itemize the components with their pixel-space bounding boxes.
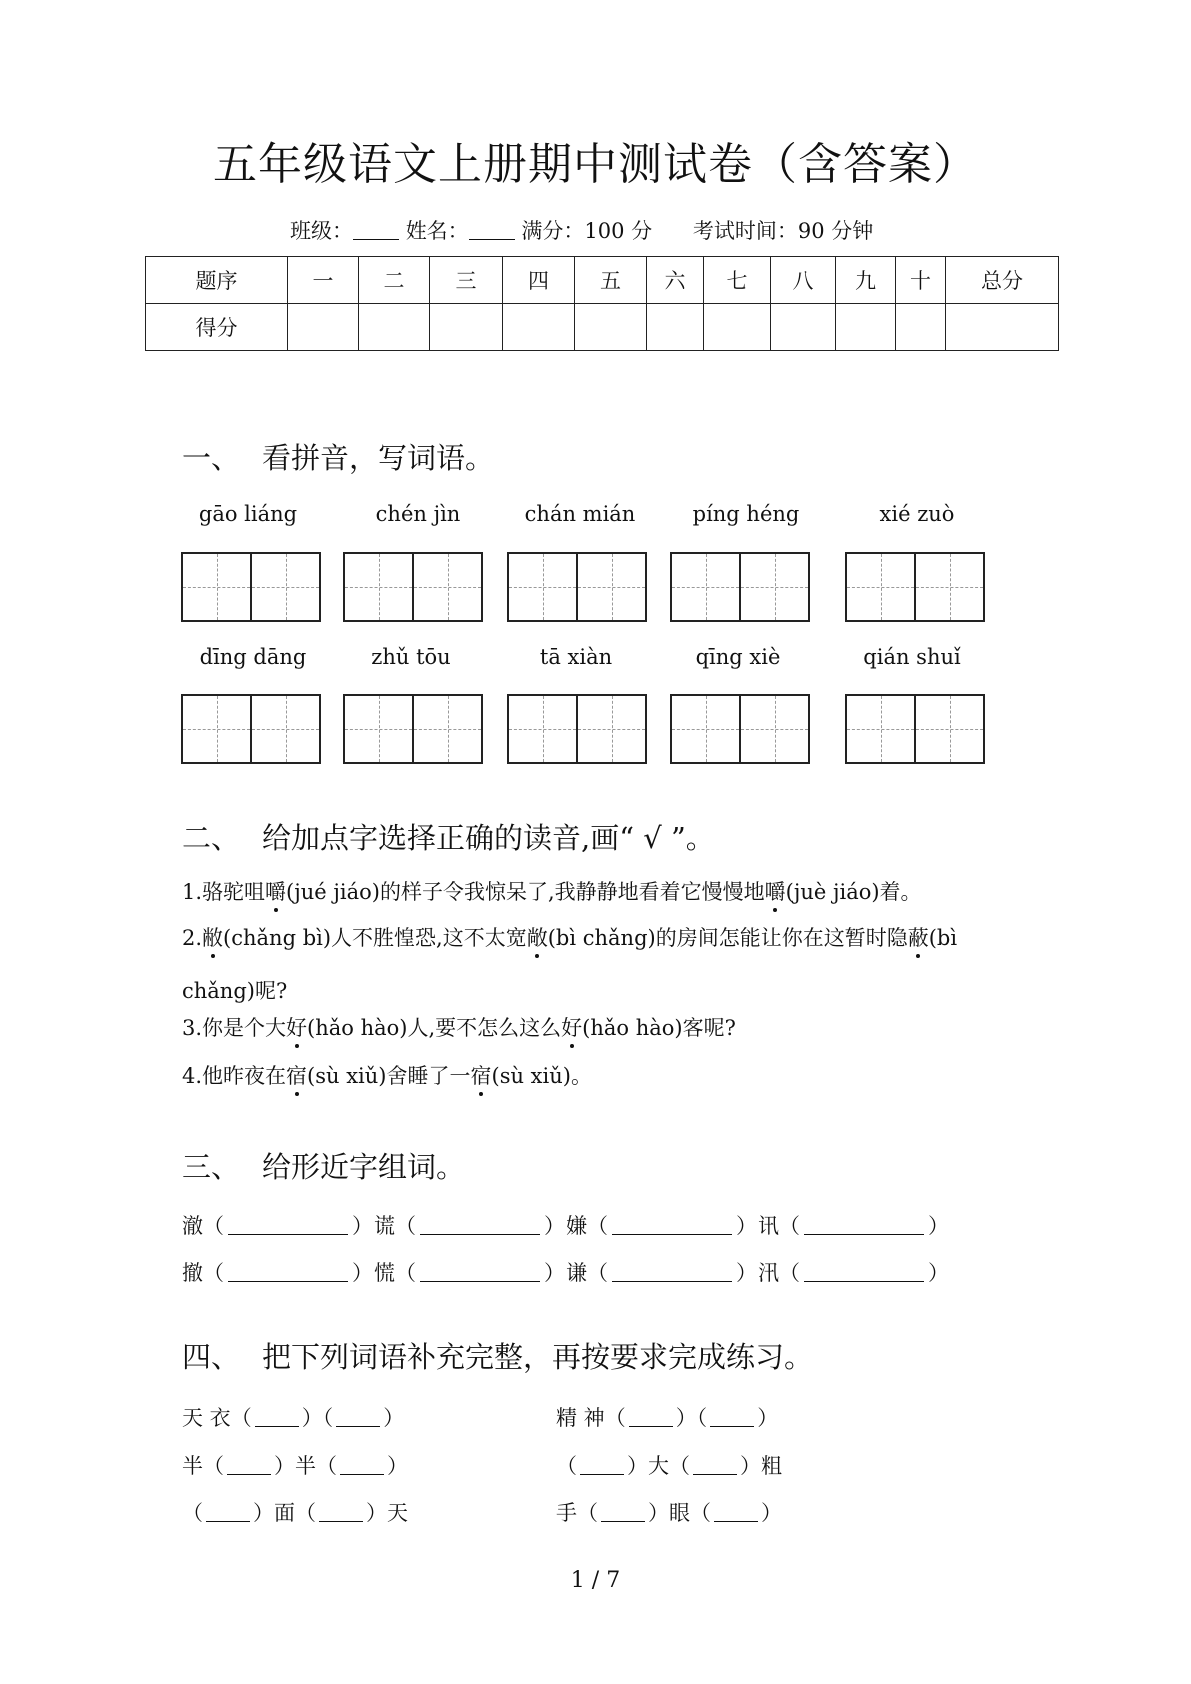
word-group-row bbox=[182, 1257, 950, 1287]
pinyin-label: dīng dāng bbox=[199, 645, 307, 669]
pinyin-label: qián shuǐ bbox=[863, 645, 961, 669]
writing-boxes[interactable] bbox=[507, 694, 647, 764]
word-group-item: 撤（ ） bbox=[182, 1261, 373, 1285]
score-cell[interactable] bbox=[288, 304, 359, 351]
word-group-row bbox=[182, 1210, 950, 1240]
idiom-item: 手（ ）眼（ ） bbox=[556, 1501, 782, 1525]
word-group-item: 讯（ ） bbox=[758, 1214, 949, 1238]
section-4-title: 四、 把下列词语补充完整，再按要求完成练习。 bbox=[182, 1340, 814, 1374]
score-header-row bbox=[146, 257, 1059, 304]
score-header-cell: 总分 bbox=[946, 257, 1059, 304]
score-cell[interactable] bbox=[771, 304, 836, 351]
score-header-cell: 八 bbox=[771, 257, 836, 304]
score-header-cell: 四 bbox=[503, 257, 575, 304]
name-blank[interactable] bbox=[469, 219, 515, 240]
word-group-item: 嫌（ ） bbox=[566, 1214, 757, 1238]
pinyin-label: tā xiàn bbox=[539, 645, 613, 669]
pinyin-label: qīng xiè bbox=[695, 645, 781, 669]
page-title: 五年级语文上册期中测试卷（含答案） bbox=[213, 139, 978, 190]
writing-boxes[interactable] bbox=[181, 694, 321, 764]
dotted-char: 好 bbox=[561, 1012, 582, 1042]
score-header-cell: 三 bbox=[430, 257, 503, 304]
score-row bbox=[146, 304, 1059, 351]
score-header-cell: 五 bbox=[575, 257, 647, 304]
class-label: 班级： bbox=[290, 219, 353, 243]
word-group-item: 谦（ ） bbox=[566, 1261, 757, 1285]
page-indicator: 1 / 7 bbox=[570, 1568, 621, 1593]
pinyin-label: chán mián bbox=[524, 502, 636, 526]
idiom-item: （ ）面（ ）天 bbox=[182, 1501, 408, 1525]
question-2-2-cont: chǎng)呢? bbox=[182, 979, 288, 1003]
score-header-cell: 六 bbox=[647, 257, 704, 304]
score-row-label: 得分 bbox=[146, 304, 288, 351]
writing-boxes[interactable] bbox=[343, 694, 483, 764]
dotted-char: 宿 bbox=[286, 1060, 307, 1090]
dotted-char: 敝 bbox=[202, 922, 223, 952]
section-3-title: 三、 给形近字组词。 bbox=[182, 1150, 466, 1184]
word-group-item: 澈（ ） bbox=[182, 1214, 373, 1238]
score-header-cell: 二 bbox=[359, 257, 430, 304]
score-cell[interactable] bbox=[503, 304, 575, 351]
dotted-char: 嚼 bbox=[765, 876, 786, 906]
dotted-char: 宿 bbox=[471, 1060, 492, 1090]
word-group-item: 汛（ ） bbox=[758, 1261, 949, 1285]
score-cell[interactable] bbox=[704, 304, 771, 351]
dotted-char: 好 bbox=[286, 1012, 307, 1042]
score-cell[interactable] bbox=[647, 304, 704, 351]
dotted-char: 敞 bbox=[527, 922, 548, 952]
score-header-cell: 一 bbox=[288, 257, 359, 304]
dotted-char: 蔽 bbox=[908, 922, 929, 952]
word-group-item: 谎（ ） bbox=[374, 1214, 565, 1238]
question-2-1: 1.骆驼咀嚼(jué jiáo)的样子令我惊呆了,我静静地看着它慢慢地嚼(juè jiáo)着。 bbox=[182, 876, 922, 906]
exam-time: 考试时间：90 分钟 bbox=[692, 219, 874, 243]
score-header-cell: 九 bbox=[836, 257, 896, 304]
idiom-item: 精 神（ ）（ ） bbox=[556, 1406, 779, 1430]
idiom-item: 天 衣（ ）（ ） bbox=[182, 1406, 405, 1430]
idiom-item: （ ）大（ ）粗 bbox=[556, 1454, 782, 1478]
exam-info bbox=[290, 215, 873, 245]
score-cell[interactable] bbox=[575, 304, 647, 351]
score-cell[interactable] bbox=[430, 304, 503, 351]
dotted-char: 嚼 bbox=[265, 876, 286, 906]
class-blank[interactable] bbox=[353, 219, 399, 240]
score-cell[interactable] bbox=[946, 304, 1059, 351]
pinyin-label: xié zuò bbox=[879, 502, 955, 526]
score-header-cell: 七 bbox=[704, 257, 771, 304]
question-2-2: 2.敝(chǎng bì)人不胜惶恐,这不太宽敞(bì chǎng)的房间怎能让你在这暂时隐蔽(bì bbox=[182, 922, 957, 952]
score-table bbox=[145, 256, 1059, 351]
writing-boxes[interactable] bbox=[343, 552, 483, 622]
pinyin-label: chén jìn bbox=[375, 502, 461, 526]
score-header-cell: 十 bbox=[896, 257, 946, 304]
pinyin-label: gāo liáng bbox=[198, 502, 298, 526]
score-cell[interactable] bbox=[359, 304, 430, 351]
writing-boxes[interactable] bbox=[181, 552, 321, 622]
question-2-3: 3.你是个大好(hǎo hào)人,要不怎么这么好(hǎo hào)客呢? bbox=[182, 1012, 736, 1042]
pinyin-label: zhǔ tōu bbox=[371, 645, 451, 669]
writing-boxes[interactable] bbox=[670, 694, 810, 764]
writing-boxes[interactable] bbox=[670, 552, 810, 622]
pinyin-label: píng héng bbox=[692, 502, 800, 526]
name-label: 姓名： bbox=[405, 219, 469, 243]
question-2-4: 4.他昨夜在宿(sù xiǔ)舍睡了一宿(sù xiǔ)。 bbox=[182, 1060, 592, 1090]
section-1-title: 一、 看拼音，写词语。 bbox=[182, 441, 495, 475]
score-cell[interactable] bbox=[896, 304, 946, 351]
score-header-cell: 题序 bbox=[146, 257, 288, 304]
idiom-item: 半（ ）半（ ） bbox=[182, 1454, 408, 1478]
score-cell[interactable] bbox=[836, 304, 896, 351]
section-2-title: 二、 给加点字选择正确的读音,画“ √ ”。 bbox=[182, 821, 715, 855]
full-score: 满分：100 分 bbox=[521, 219, 653, 243]
writing-boxes[interactable] bbox=[507, 552, 647, 622]
writing-boxes[interactable] bbox=[845, 694, 985, 764]
writing-boxes[interactable] bbox=[845, 552, 985, 622]
word-group-item: 慌（ ） bbox=[374, 1261, 565, 1285]
